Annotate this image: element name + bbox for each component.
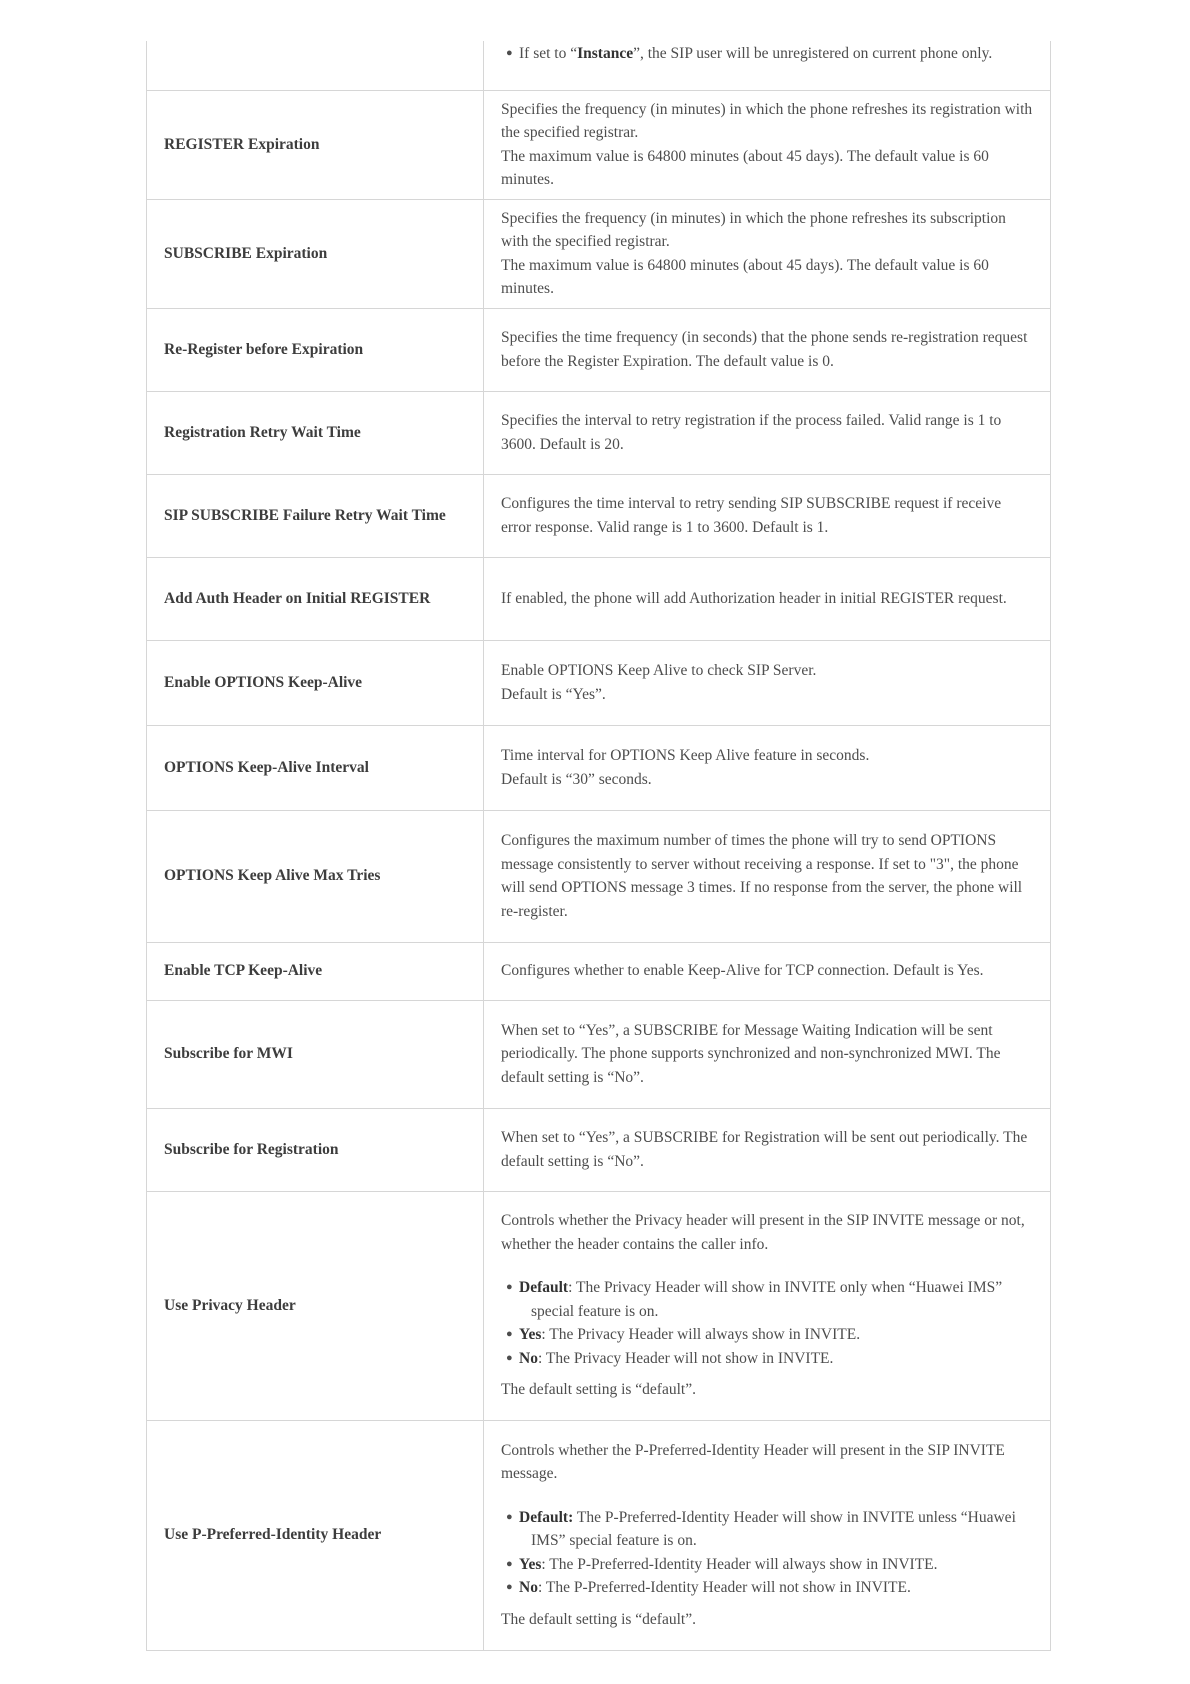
parameter-description: Enable OPTIONS Keep Alive to check SIP Server. Default is “Yes”.: [484, 640, 1051, 725]
parameter-description: Configures the maximum number of times the phone will try to send OPTIONS message consistently to server without receiving a response. If set to "3", the phone will send OPTIONS message 3 times. If no response from the server, the phone will re-register.: [484, 810, 1051, 942]
table-row: [147, 41, 1051, 90]
bullet-list: [501, 1276, 1034, 1370]
parameter-table: [146, 41, 1051, 1651]
parameter-name: Enable TCP Keep-Alive: [147, 942, 484, 1000]
parameter-name: Use Privacy Header: [147, 1191, 484, 1420]
bullet-item: ● No: The P-Preferred-Identity Header will not show in INVITE.: [501, 1576, 1034, 1600]
spacer: [501, 1486, 1034, 1506]
spacer: [501, 1256, 1034, 1276]
spacer: [501, 1600, 1034, 1608]
spacer: [501, 1370, 1034, 1378]
parameter-name: Subscribe for Registration: [147, 1108, 484, 1191]
table-row: [147, 1191, 1051, 1420]
bullet-list: [501, 1506, 1034, 1600]
table-row: [147, 725, 1051, 810]
parameter-name: SUBSCRIBE Expiration: [147, 199, 484, 308]
parameter-name: REGISTER Expiration: [147, 90, 484, 199]
parameter-description: [484, 41, 1051, 90]
table-row: [147, 308, 1051, 391]
table-row: [147, 90, 1051, 199]
parameter-description: Configures the time interval to retry sending SIP SUBSCRIBE request if receive error response. Valid range is 1 to 3600. Default is 1.: [484, 474, 1051, 557]
bullet-item: ● Yes: The P-Preferred-Identity Header will always show in INVITE.: [501, 1553, 1034, 1577]
parameter-description: Specifies the frequency (in minutes) in which the phone refreshes its subscription with the specified registrar. The maximum value is 64800 minutes (about 45 days). The default value is 60 minutes.: [484, 199, 1051, 308]
parameter-description: Specifies the frequency (in minutes) in which the phone refreshes its registration with the specified registrar. The maximum value is 64800 minutes (about 45 days). The default value is 60 minutes.: [484, 90, 1051, 199]
parameter-name: Re-Register before Expiration: [147, 308, 484, 391]
table-row: [147, 474, 1051, 557]
table-row: [147, 1420, 1051, 1650]
table-row: [147, 557, 1051, 640]
bullet-item: ● No: The Privacy Header will not show in INVITE.: [501, 1347, 1034, 1371]
parameter-description: Controls whether the P-Preferred-Identity Header will present in the SIP INVITE message. ● Default: The P-Preferred-Identity Header will show in INVITE unless “Huawei IMS” special feature is on. ● Yes: The P-Preferred-Identity Header will always show in INVITE. ● No: The P-Preferred-Identity Header will not show in INVITE. The default setting is “default”.: [484, 1420, 1051, 1650]
parameter-description: Controls whether the Privacy header will present in the SIP INVITE message or not, whether the header contains the caller info. ● Default: The Privacy Header will show in INVITE only when “Huawei IMS” special feature is on. ● Yes: The Privacy Header will always show in INVITE. ● No: The Privacy Header will not show in INVITE. The default setting is “default”.: [484, 1191, 1051, 1420]
table-row: [147, 640, 1051, 725]
parameter-name: Subscribe for MWI: [147, 1000, 484, 1108]
bullet-list: [501, 42, 1034, 66]
parameter-name: Registration Retry Wait Time: [147, 391, 484, 474]
table-row: [147, 810, 1051, 942]
table-row: [147, 1108, 1051, 1191]
parameter-name: Use P-Preferred-Identity Header: [147, 1420, 484, 1650]
parameter-description: When set to “Yes”, a SUBSCRIBE for Registration will be sent out periodically. The default setting is “No”.: [484, 1108, 1051, 1191]
table-row: [147, 199, 1051, 308]
parameter-name: OPTIONS Keep Alive Max Tries: [147, 810, 484, 942]
parameter-description: Specifies the interval to retry registration if the process failed. Valid range is 1 to 3600. Default is 20.: [484, 391, 1051, 474]
parameter-name: SIP SUBSCRIBE Failure Retry Wait Time: [147, 474, 484, 557]
parameter-description: Configures whether to enable Keep-Alive for TCP connection. Default is Yes.: [484, 942, 1051, 1000]
parameter-description: Specifies the time frequency (in seconds) that the phone sends re-registration request before the Register Expiration. The default value is 0.: [484, 308, 1051, 391]
parameter-description: Time interval for OPTIONS Keep Alive feature in seconds. Default is “30” seconds.: [484, 725, 1051, 810]
parameter-name: Add Auth Header on Initial REGISTER: [147, 557, 484, 640]
bullet-item: ● Default: The Privacy Header will show in INVITE only when “Huawei IMS” special feature is on.: [501, 1276, 1034, 1323]
table-row: [147, 1000, 1051, 1108]
bullet-item: ● Yes: The Privacy Header will always show in INVITE.: [501, 1323, 1034, 1347]
table-row: [147, 942, 1051, 1000]
parameter-name: [147, 41, 484, 90]
parameter-name: Enable OPTIONS Keep-Alive: [147, 640, 484, 725]
parameter-description: When set to “Yes”, a SUBSCRIBE for Message Waiting Indication will be sent periodically. The phone supports synchronized and non-synchronized MWI. The default setting is “No”.: [484, 1000, 1051, 1108]
bullet-item: ● If set to “Instance”, the SIP user will be unregistered on current phone only.: [501, 42, 1034, 66]
parameter-description: If enabled, the phone will add Authorization header in initial REGISTER request.: [484, 557, 1051, 640]
bullet-item: ● Default: The P-Preferred-Identity Header will show in INVITE unless “Huawei IMS” special feature is on.: [501, 1506, 1034, 1553]
parameter-name: OPTIONS Keep-Alive Interval: [147, 725, 484, 810]
table-row: [147, 391, 1051, 474]
